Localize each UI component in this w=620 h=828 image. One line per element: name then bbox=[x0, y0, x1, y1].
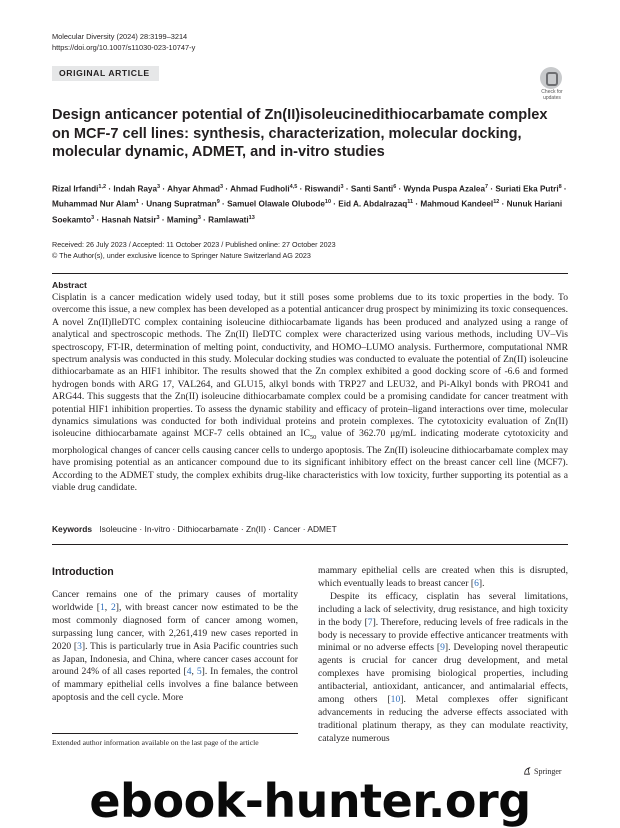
citation-link[interactable]: 10 bbox=[390, 694, 401, 706]
abstract-heading: Abstract bbox=[52, 280, 87, 290]
paragraph-text: mammary epithelial cells are created when this is disrupted, which eventually leads to breast cancer [ bbox=[318, 565, 568, 589]
author-affiliation: 3 bbox=[197, 214, 201, 221]
citation-link[interactable]: 5 bbox=[196, 666, 202, 678]
author-affiliation: 7 bbox=[485, 184, 489, 190]
keywords-label: Keywords bbox=[52, 524, 93, 534]
author-affiliation: 3 bbox=[91, 214, 95, 221]
author-affiliation: 11 bbox=[407, 199, 414, 206]
watermark: ebook-hunter.org bbox=[89, 774, 531, 828]
paragraph-text: , bbox=[191, 666, 197, 678]
publication-dates bbox=[52, 240, 336, 261]
citation-link[interactable]: 9 bbox=[440, 642, 445, 654]
author-name[interactable]: Eid A. Abdalrazaq bbox=[338, 200, 408, 210]
bookmark-icon bbox=[540, 67, 562, 89]
author-affiliation: 13 bbox=[248, 214, 255, 221]
author-affiliation: 3 bbox=[157, 184, 161, 190]
abstract-text-part1: Cisplatin is a cancer medication widely used today, but it still poses some problems due to its toxic properties in the body. To overcome this issue, a new complex has been developed as a potential anticancer drug prospect by minimizing its toxic consequences. A novel Zn(II)IleDTC complex containing isoleucine dithiocarbamate ligands has been produced and analyzed using a range of analytical and spectroscopic methods. The Zn(II) IleDTC complex were characterized using various methods, including UV–Vis spectroscopy, FT-IR, determination of melting point, conductivity, and HOMO–LUMO analysis. Furthermore, computational NMR spectrum analysis was conducted in this study. Molecular docking studies was conducted to evaluate the potential of Zn(II) isoleucine dithiocarbamate as an HIF1 inhibitor. The results showed that the Zn complex exhibited a good docking score of -6.6 and formed hydrogen bonds with ARG 17, VAL264, and GLU15, alkyl bonds with TRP27 and LEU32, and Pi-Alkyl bonds with PRO41 and ARG44. This suggests that the Zn(II) isoleucine dithiocarbamate complex could be a promising candidate for cancer treatment with potential HIF1 inhibition properties. To assess the dynamic stability and efficacy of protein–ligand interactions over time, molecular dynamics simulations was conducted for both individual proteins and protein complexes. The cytotoxicity evaluation of Zn(II) isoleucine dithiocarbamate against MCF-7 cells obtained an IC bbox=[52, 292, 568, 440]
author-affiliation: 10 bbox=[324, 199, 332, 206]
keywords-bottom-divider bbox=[52, 544, 568, 545]
author-name[interactable]: Riswandi bbox=[304, 184, 341, 194]
paragraph-text: ]. Therefore, reducing levels of free radicals in the body is necessary to provide effective anticancer treatments with minimal or no adverse effects [ bbox=[318, 616, 569, 654]
paragraph-text: ]. bbox=[478, 577, 485, 589]
author-name[interactable]: Hasnah Natsir bbox=[101, 215, 157, 225]
intro-paragraph bbox=[318, 565, 568, 591]
citation-link[interactable]: 7 bbox=[367, 616, 373, 628]
keywords bbox=[52, 524, 337, 534]
citation-link[interactable]: 1 bbox=[100, 601, 105, 613]
paragraph-text: Despite its efficacy, cisplatin has several limitations, including a lack of selectivity, drug resistance, and high toxicity in the body [ bbox=[318, 590, 568, 628]
journal-citation: Molecular Diversity (2024) 28:3199–3214 bbox=[52, 32, 188, 41]
abstract-body bbox=[52, 292, 568, 494]
paragraph-text: , bbox=[104, 601, 111, 613]
author-name[interactable]: Mahmoud Kandeel bbox=[420, 200, 494, 210]
paragraph-text: ]. Developing novel therapeutic agents is crucial for cancer drug development, and metal complexes have promising biological properties, including antibacterial, antioxidant, anticancer, and antimalarial effects, among others [ bbox=[318, 642, 569, 706]
author-list: Rizal Irfandi$^{1,2}$ · Indah Raya$^3$ · Ahyar Ahmad$^3$ · Ahmad Fudholi$^{4,5}$ · Riswandi$^3$ · Santi Santi$^6$ · Wynda Puspa Azalea$^7$ · Suriati Eka Putri$^8$ · Muhammad Nur Alam$^1$ · Unang Supratman$^9$ · Samuel Olawale Olubode$^{10}$ · Eid A. Abdalrazaq$^{11}$ · Mahmoud Kandeel$^{12}$ · Nunuk Hariani Soekamto$^3$ · Hasnah Natsir$^3$ · Maming$^3$ · Ramlawati$^{13}$ bbox=[52, 184, 567, 225]
citation-link[interactable]: 6 bbox=[474, 577, 479, 589]
journal-header bbox=[52, 31, 195, 53]
author-name[interactable]: Santi Santi bbox=[350, 184, 394, 194]
author-name[interactable]: Ahmad Fudholi bbox=[230, 184, 290, 194]
author-name[interactable]: Indah Raya bbox=[113, 184, 158, 194]
author-affiliation: 3 bbox=[220, 184, 224, 190]
intro-paragraph bbox=[318, 591, 568, 746]
footnote: Extended author information available on the last page of the article bbox=[52, 738, 259, 747]
introduction-heading: Introduction bbox=[52, 566, 114, 578]
author-name[interactable]: Maming bbox=[166, 215, 198, 225]
author-affiliation: 9 bbox=[216, 199, 220, 206]
ic50-subscript: 50 bbox=[309, 434, 317, 442]
author-affiliation: 3 bbox=[340, 184, 344, 190]
paragraph-text: Cancer remains one of the primary causes of mortality worldwide [ bbox=[52, 589, 298, 613]
author-affiliation: 4,5 bbox=[289, 184, 298, 190]
author-affiliation: 1 bbox=[135, 199, 139, 206]
author-name[interactable]: Suriati Eka Putri bbox=[495, 184, 559, 194]
citation-link[interactable]: 4 bbox=[186, 666, 192, 678]
author-name[interactable]: Wynda Puspa Azalea bbox=[403, 184, 485, 194]
article-type-label: ORIGINAL ARTICLE bbox=[52, 66, 159, 81]
copyright-line: © The Author(s), under exclusive licence to Springer Nature Switzerland AG 2023 bbox=[52, 250, 311, 260]
author-affiliation: 8 bbox=[558, 184, 562, 190]
paragraph-text: ]. In females, the control of mammary epithelial cells involves a fine balance between apoptosis and the cell cycle. More bbox=[52, 666, 298, 704]
article-title: Design anticancer potential of Zn(II)isoleucinedithiocarbamate complex on MCF-7 cell lines: synthesis, characterization, molecular docking, molecular dynamic, ADMET, and in-vitro studies bbox=[52, 107, 548, 161]
author-name[interactable]: Ramlawati bbox=[208, 215, 249, 225]
author-name[interactable]: Nunuk Hariani Soekamto bbox=[52, 200, 563, 225]
abstract-top-divider bbox=[52, 273, 568, 274]
intro-right-column bbox=[318, 565, 568, 746]
paragraph-text: ]. This is particularly true in Asia Pacific countries such as Japan, Indonesia, and China, where cancer cases account for around 24% of all cases reported [ bbox=[52, 640, 299, 678]
intro-left-column bbox=[52, 589, 298, 705]
paragraph-text: ], with breast cancer now estimated to be the most commonly diagnosed form of cancer among women, surpassing lung cancer, with 2,261,419 new cases reported in 2020 [ bbox=[52, 601, 299, 652]
footnote-divider bbox=[52, 733, 298, 734]
author-name[interactable]: Unang Supratman bbox=[146, 200, 217, 210]
intro-paragraph bbox=[52, 589, 298, 705]
author-affiliation: 3 bbox=[156, 214, 160, 221]
check-for-updates-button[interactable] bbox=[536, 67, 568, 99]
publisher-name: Springer bbox=[534, 767, 562, 776]
check-updates-text: Check for updates bbox=[541, 89, 563, 101]
citation-link[interactable]: 3 bbox=[77, 640, 82, 652]
author-affiliation: 12 bbox=[493, 199, 500, 206]
keywords-text: Isoleucine · In-vitro · Dithiocarbamate · Zn(II) · Cancer · ADMET bbox=[99, 524, 337, 534]
author-name[interactable]: Ahyar Ahmad bbox=[167, 184, 221, 194]
author-affiliation: 6 bbox=[393, 184, 397, 190]
abstract-text-part2: value of 362.70 μg/mL indicating moderate cytotoxicity and morphological changes of cancer cells causing cancer cells to undergo apoptosis. The Zn(II) isoleucine dithiocarbamate complex may have promising potential as an anticancer compound due to its significant inhibitory effect on the breast cancer cell line (MCF7). According to the ADMET study, the complex exhibits drug-like characteristics with low toxicity, further supporting its potential as a viable drug candidate. bbox=[52, 428, 568, 493]
author-name[interactable]: Rizal Irfandi bbox=[52, 184, 99, 194]
author-name[interactable]: Samuel Olawale Olubode bbox=[227, 200, 325, 210]
author-name[interactable]: Muhammad Nur Alam bbox=[52, 200, 136, 210]
dates-line: Received: 26 July 2023 / Accepted: 11 October 2023 / Published online: 27 October 2023 bbox=[52, 240, 336, 249]
citation-link[interactable]: 2 bbox=[110, 601, 116, 613]
author-affiliation: 1,2 bbox=[98, 184, 107, 190]
doi-link[interactable]: https://doi.org/10.1007/s11030-023-10747-y bbox=[52, 43, 196, 52]
paragraph-text: ]. Metal complexes offer significant advancements in reducing the adverse effects associated with traditional platinum therapy, as they can modulate reactivity, catalyze numerous bbox=[318, 694, 568, 744]
